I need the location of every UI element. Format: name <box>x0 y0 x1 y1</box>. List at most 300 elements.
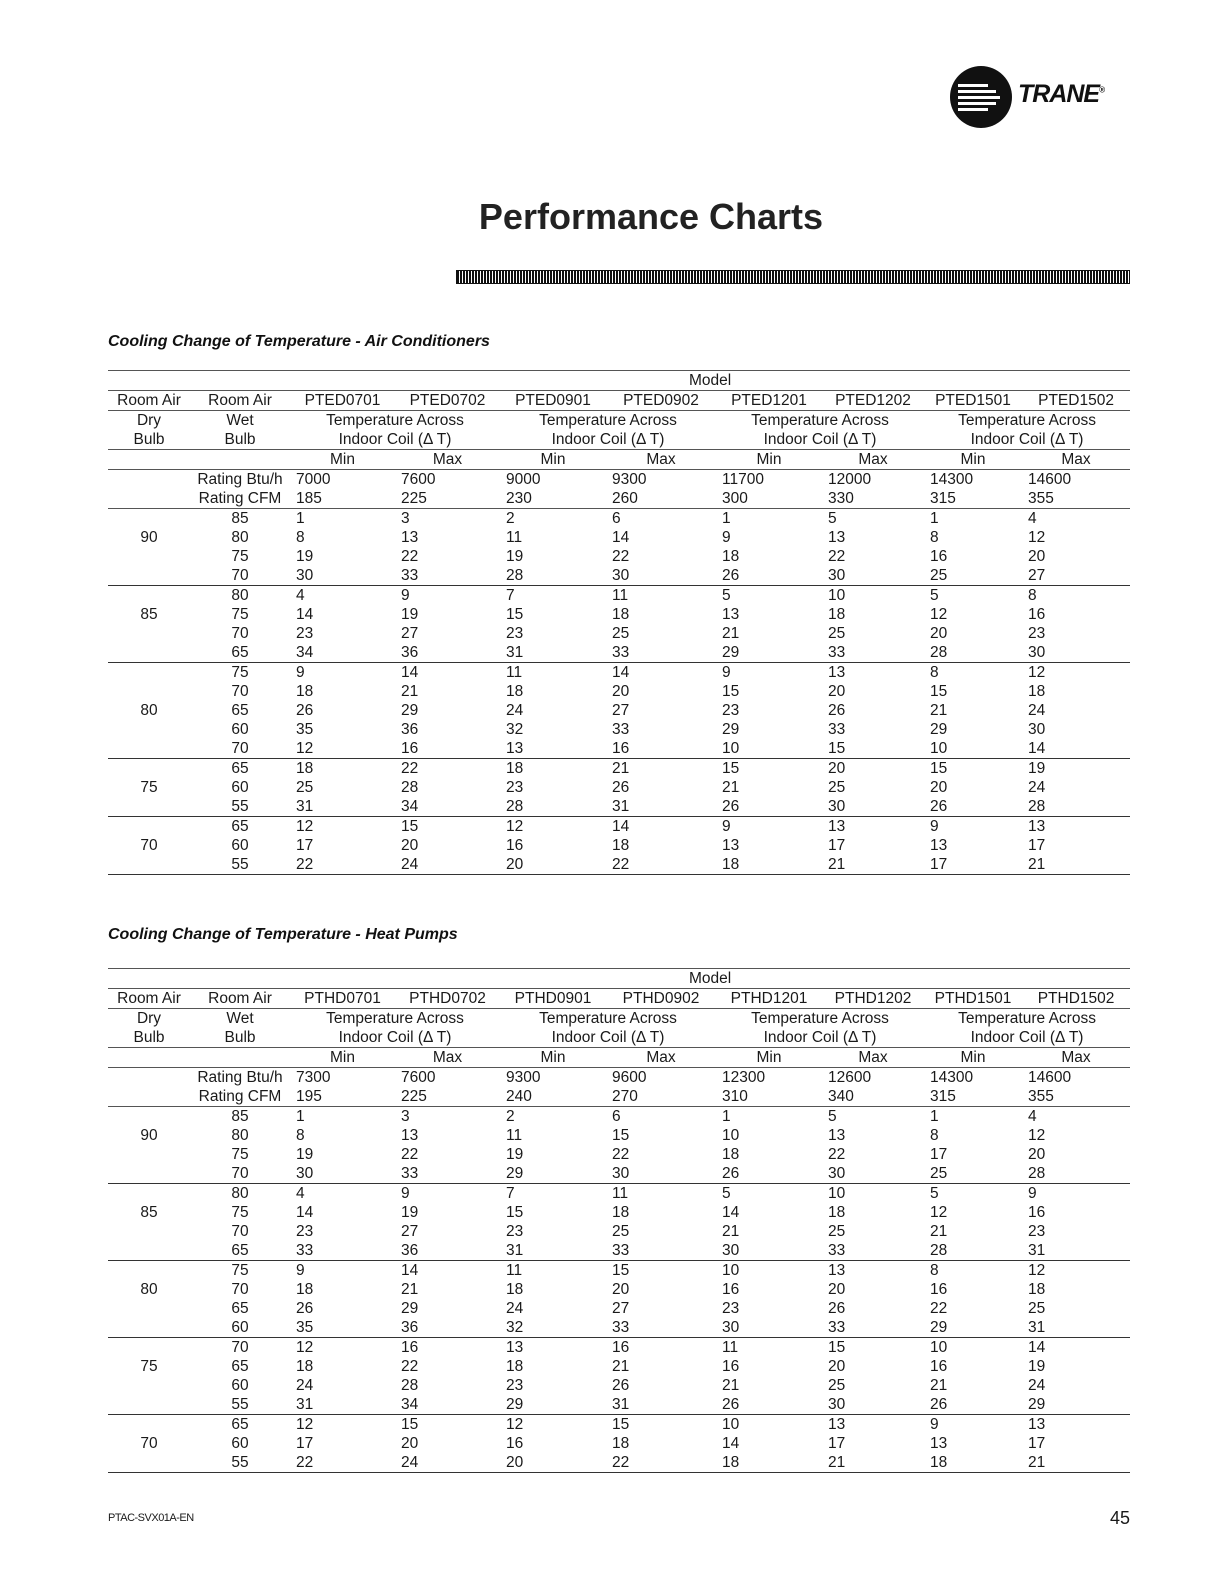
model-header: Model <box>290 371 1130 391</box>
delta-t-value: 18 <box>506 760 524 777</box>
dry-bulb-value: 70 <box>140 1435 158 1452</box>
delta-t-value: 15 <box>828 1339 846 1356</box>
delta-t-value: 28 <box>401 1377 419 1394</box>
max-header: Max <box>1022 1048 1130 1068</box>
delta-t-value: 13 <box>930 1435 948 1452</box>
dry-bulb-value: 70 <box>140 837 158 854</box>
model-code: PTED0902 <box>606 391 716 411</box>
delta-t-value: 10 <box>722 1416 740 1433</box>
delta-t-value: 13 <box>1028 818 1046 835</box>
delta-t-value: 20 <box>828 1358 846 1375</box>
temp-across-header: Temperature Across <box>290 1009 500 1029</box>
delta-t-value: 14 <box>401 1262 419 1279</box>
delta-t-value: 27 <box>1022 566 1130 586</box>
blank-cell <box>108 1184 190 1204</box>
blank-cell <box>108 1241 190 1261</box>
delta-t-value: 28 <box>401 779 419 796</box>
min-header: Min <box>924 450 1022 470</box>
delta-t-value: 13 <box>828 1416 846 1433</box>
delta-t-value: 30 <box>822 1395 924 1415</box>
delta-t-value: 18 <box>828 606 846 623</box>
delta-t-value: 11 <box>506 664 523 681</box>
wet-bulb-value: 70 <box>190 566 290 586</box>
delta-t-value: 16 <box>1028 1204 1046 1221</box>
delta-t-value: 33 <box>828 721 846 738</box>
table-row <box>108 1453 1130 1473</box>
delta-t-value: 30 <box>290 1164 395 1184</box>
delta-t-value: 29 <box>401 702 419 719</box>
delta-t-value: 18 <box>716 1453 822 1473</box>
delta-t-value: 18 <box>506 1281 524 1298</box>
delta-t-value: 26 <box>296 1300 314 1317</box>
rating-cfm-value: 310 <box>716 1087 822 1107</box>
delta-t-value: 31 <box>606 1395 716 1415</box>
delta-t-value: 11 <box>506 1127 523 1144</box>
delta-t-value: 28 <box>924 1241 1022 1261</box>
rating-cfm-value: 340 <box>822 1087 924 1107</box>
delta-t-value: 17 <box>930 1146 948 1163</box>
delta-t-value: 5 <box>930 1185 939 1202</box>
delta-t-value: 22 <box>828 1146 846 1163</box>
temp-across-header: Temperature Across <box>924 411 1130 431</box>
wet-bulb-value: 70 <box>231 625 249 642</box>
bulb-header: Bulb <box>108 430 190 450</box>
delta-t-value: 30 <box>606 1164 716 1184</box>
delta-t-value: 32 <box>500 1318 606 1338</box>
delta-t-value: 12 <box>930 606 948 623</box>
table-row <box>108 739 1130 759</box>
delta-t-value: 12 <box>506 1416 524 1433</box>
delta-t-value: 8 <box>296 529 305 546</box>
blank-cell <box>108 450 290 470</box>
rating-btu-value: 14600 <box>1028 471 1072 488</box>
model-code: PTHD1201 <box>716 989 822 1009</box>
wet-bulb-value: 70 <box>231 1223 249 1240</box>
delta-t-value: 8 <box>930 664 939 681</box>
rating-cfm-value: 315 <box>924 489 1022 509</box>
room-air-header: Room Air <box>108 391 190 411</box>
delta-t-value: 17 <box>828 1435 846 1452</box>
delta-t-value: 31 <box>290 797 395 817</box>
delta-t-value: 15 <box>612 1127 630 1144</box>
delta-t-value: 36 <box>401 721 419 738</box>
delta-t-value: 33 <box>606 1318 716 1338</box>
blank-cell <box>108 624 190 643</box>
delta-t-value: 15 <box>401 1416 419 1433</box>
wet-bulb-value: 65 <box>231 1416 249 1433</box>
delta-t-value: 19 <box>506 548 524 565</box>
delta-t-value: 1 <box>296 1108 305 1125</box>
delta-t-value: 10 <box>722 1262 740 1279</box>
delta-t-value: 30 <box>1028 721 1046 738</box>
blank-cell <box>108 489 190 509</box>
delta-t-value: 31 <box>1022 1318 1130 1338</box>
delta-t-value: 12 <box>1028 1262 1046 1279</box>
delta-t-value: 22 <box>606 855 716 875</box>
blank-cell <box>108 1415 190 1435</box>
delta-t-value: 9 <box>401 587 410 604</box>
wet-bulb-value: 70 <box>231 1281 249 1298</box>
wet-bulb-value: 80 <box>231 1127 249 1144</box>
bulb-header: Bulb <box>190 1028 290 1048</box>
delta-t-value: 2 <box>506 1108 515 1125</box>
delta-t-value: 5 <box>722 1185 731 1202</box>
table-row <box>108 759 1130 779</box>
blank-cell <box>108 566 190 586</box>
table-row <box>108 605 1130 624</box>
model-code: PTHD0901 <box>500 989 606 1009</box>
delta-t-value: 14 <box>612 818 630 835</box>
delta-t-value: 20 <box>401 1435 419 1452</box>
delta-t-value: 25 <box>1028 1300 1046 1317</box>
delta-t-value: 25 <box>612 625 630 642</box>
blank-cell <box>108 720 190 739</box>
delta-t-value: 15 <box>612 1262 630 1279</box>
delta-t-value: 33 <box>290 1241 395 1261</box>
delta-t-value: 9 <box>722 529 731 546</box>
room-air-header: Room Air <box>190 391 290 411</box>
delta-t-value: 5 <box>722 587 731 604</box>
wet-bulb-value: 75 <box>231 606 249 623</box>
delta-t-value: 33 <box>822 643 924 663</box>
delta-t-value: 18 <box>296 1281 314 1298</box>
wet-bulb-value: 70 <box>231 683 249 700</box>
delta-t-value: 20 <box>828 760 846 777</box>
delta-t-value: 12 <box>296 818 314 835</box>
delta-t-value: 21 <box>1022 1453 1130 1473</box>
blank-cell <box>108 547 190 566</box>
delta-t-value: 9 <box>930 818 939 835</box>
delta-t-value: 35 <box>296 721 314 738</box>
indoor-coil-header: Indoor Coil (Δ T) <box>924 1028 1130 1048</box>
blank-cell <box>108 1107 190 1127</box>
delta-t-value: 26 <box>716 1395 822 1415</box>
delta-t-value: 5 <box>930 587 939 604</box>
delta-t-value: 20 <box>1028 548 1046 565</box>
delta-t-value: 9 <box>401 1185 410 1202</box>
delta-t-value: 23 <box>506 1223 524 1240</box>
delta-t-value: 25 <box>612 1223 630 1240</box>
delta-t-value: 18 <box>828 1204 846 1221</box>
delta-t-value: 20 <box>500 855 606 875</box>
rating-cfm-value: 225 <box>395 489 500 509</box>
delta-t-value: 24 <box>506 702 524 719</box>
wet-bulb-value: 65 <box>190 1241 290 1261</box>
table-row <box>108 1280 1130 1299</box>
blank-cell <box>108 1087 190 1107</box>
table-row <box>108 1222 1130 1241</box>
delta-t-value: 16 <box>1028 606 1046 623</box>
table-row <box>108 1126 1130 1145</box>
blank-cell <box>108 643 190 663</box>
rating-cfm-value: 240 <box>500 1087 606 1107</box>
wet-bulb-value: 65 <box>231 1300 249 1317</box>
delta-t-value: 9 <box>722 664 731 681</box>
min-header: Min <box>716 1048 822 1068</box>
doc-id: PTAC-SVX01A-EN <box>108 1512 194 1524</box>
wet-bulb-value: 85 <box>231 510 249 527</box>
delta-t-value: 20 <box>828 1281 846 1298</box>
table-row <box>108 1376 1130 1395</box>
delta-t-value: 18 <box>722 1146 740 1163</box>
section-title-hp: Cooling Change of Temperature - Heat Pumps <box>108 926 458 943</box>
blank-cell <box>108 1376 190 1395</box>
delta-t-value: 15 <box>722 760 740 777</box>
wet-bulb-value: 60 <box>231 1377 249 1394</box>
delta-t-value: 28 <box>1022 1164 1130 1184</box>
delta-t-value: 21 <box>401 1281 419 1298</box>
delta-t-value: 16 <box>606 739 716 759</box>
delta-t-value: 30 <box>822 797 924 817</box>
temp-across-header: Temperature Across <box>716 411 924 431</box>
max-header: Max <box>1022 450 1130 470</box>
delta-t-value: 18 <box>506 1358 524 1375</box>
delta-t-value: 18 <box>296 760 314 777</box>
delta-t-value: 19 <box>1028 760 1046 777</box>
wet-bulb-value: 55 <box>190 1395 290 1415</box>
table-row <box>108 1318 1130 1338</box>
delta-t-value: 24 <box>1028 1377 1046 1394</box>
delta-t-value: 29 <box>716 643 822 663</box>
dry-header: Dry <box>108 411 190 431</box>
delta-t-value: 16 <box>930 1281 948 1298</box>
delta-t-value: 13 <box>506 1339 524 1356</box>
temp-across-header: Temperature Across <box>500 1009 716 1029</box>
wet-bulb-value: 60 <box>231 721 249 738</box>
delta-t-value: 17 <box>828 837 846 854</box>
delta-t-value: 8 <box>296 1127 305 1144</box>
delta-t-value: 12 <box>930 1204 948 1221</box>
delta-t-value: 5 <box>828 510 837 527</box>
delta-t-value: 26 <box>612 779 630 796</box>
delta-t-value: 13 <box>930 837 948 854</box>
delta-t-value: 20 <box>930 625 948 642</box>
max-header: Max <box>606 1048 716 1068</box>
delta-t-value: 29 <box>401 1300 419 1317</box>
delta-t-value: 20 <box>612 683 630 700</box>
blank-cell <box>108 1299 190 1318</box>
delta-t-value: 9 <box>1028 1185 1037 1202</box>
blank-cell <box>108 1453 190 1473</box>
rating-btu-value: 12300 <box>722 1069 766 1086</box>
blank-cell <box>108 1145 190 1164</box>
delta-t-value: 21 <box>612 1358 630 1375</box>
rating-cfm-value: 260 <box>606 489 716 509</box>
delta-t-value: 18 <box>296 1358 314 1375</box>
delta-t-value: 20 <box>930 779 948 796</box>
rating-btu-label: Rating Btu/h <box>197 1069 283 1086</box>
delta-t-value: 14 <box>296 606 314 623</box>
rating-cfm-value: 230 <box>500 489 606 509</box>
delta-t-value: 8 <box>1028 587 1037 604</box>
delta-t-value: 13 <box>722 606 740 623</box>
wet-bulb-value: 65 <box>231 760 249 777</box>
delta-t-value: 24 <box>296 1377 314 1394</box>
dry-bulb-value: 75 <box>140 779 158 796</box>
delta-t-value: 16 <box>506 1435 524 1452</box>
delta-t-value: 18 <box>506 683 524 700</box>
rating-cfm-value: 355 <box>1022 1087 1130 1107</box>
delta-t-value: 27 <box>612 1300 630 1317</box>
delta-t-value: 31 <box>500 643 606 663</box>
delta-t-value: 14 <box>401 664 419 681</box>
blank-cell <box>108 470 190 490</box>
delta-t-value: 22 <box>401 548 419 565</box>
delta-t-value: 10 <box>716 739 822 759</box>
delta-t-value: 23 <box>722 702 740 719</box>
delta-t-value: 23 <box>506 1377 524 1394</box>
rating-btu-value: 11700 <box>722 471 764 488</box>
wet-bulb-value: 80 <box>231 529 249 546</box>
blank-cell <box>108 1395 190 1415</box>
delta-t-value: 22 <box>828 548 846 565</box>
delta-t-value: 6 <box>612 1108 621 1125</box>
rating-btu-value: 9300 <box>506 1069 541 1086</box>
delta-t-value: 9 <box>722 818 731 835</box>
min-header: Min <box>290 450 395 470</box>
delta-t-value: 23 <box>1028 625 1046 642</box>
delta-t-value: 16 <box>506 837 524 854</box>
wet-bulb-value: 55 <box>190 855 290 875</box>
delta-t-value: 12 <box>1028 664 1046 681</box>
temp-across-header: Temperature Across <box>290 411 500 431</box>
delta-t-value: 11 <box>722 1339 739 1356</box>
table-row <box>108 663 1130 683</box>
brand-name: TRANE® <box>1018 80 1105 108</box>
indoor-coil-header: Indoor Coil (Δ T) <box>716 430 924 450</box>
delta-t-value: 14 <box>722 1204 740 1221</box>
delta-t-value: 22 <box>290 855 395 875</box>
table-row <box>108 566 1130 586</box>
delta-t-value: 4 <box>1028 510 1037 527</box>
delta-t-value: 28 <box>500 797 606 817</box>
model-code: PTED1502 <box>1022 391 1130 411</box>
delta-t-value: 15 <box>506 606 524 623</box>
delta-t-value: 12 <box>290 739 395 759</box>
delta-t-value: 14 <box>1022 739 1130 759</box>
wet-bulb-value: 75 <box>231 1204 249 1221</box>
delta-t-value: 22 <box>401 1146 419 1163</box>
delta-t-value: 33 <box>822 1241 924 1261</box>
delta-t-value: 20 <box>401 837 419 854</box>
rating-btu-value: 7300 <box>296 1069 331 1086</box>
delta-t-value: 33 <box>612 721 630 738</box>
rating-cfm-value: 355 <box>1022 489 1130 509</box>
delta-t-value: 18 <box>612 606 630 623</box>
delta-t-value: 30 <box>822 566 924 586</box>
wet-bulb-value: 65 <box>231 702 249 719</box>
delta-t-value: 12 <box>296 1416 314 1433</box>
delta-t-value: 35 <box>290 1318 395 1338</box>
delta-t-value: 26 <box>296 702 314 719</box>
delta-t-value: 33 <box>395 566 500 586</box>
wet-bulb-value: 70 <box>190 739 290 759</box>
model-code: PTHD1502 <box>1022 989 1130 1009</box>
temp-across-header: Temperature Across <box>500 411 716 431</box>
table-row <box>108 720 1130 739</box>
dry-bulb-value: 80 <box>140 1281 158 1298</box>
dry-bulb-value: 90 <box>140 529 158 546</box>
delta-t-value: 6 <box>612 510 621 527</box>
delta-t-value: 28 <box>500 566 606 586</box>
delta-t-value: 25 <box>828 779 846 796</box>
delta-t-value: 23 <box>296 625 314 642</box>
blank-cell <box>108 371 290 391</box>
max-header: Max <box>395 1048 500 1068</box>
delta-t-value: 30 <box>606 566 716 586</box>
dry-bulb-value: 85 <box>140 606 158 623</box>
delta-t-value: 33 <box>395 1164 500 1184</box>
wet-bulb-value: 60 <box>231 779 249 796</box>
model-code: PTED0702 <box>395 391 500 411</box>
delta-t-value: 9 <box>930 1416 939 1433</box>
delta-t-value: 18 <box>722 548 740 565</box>
wet-bulb-value: 80 <box>231 587 249 604</box>
delta-t-value: 29 <box>500 1164 606 1184</box>
rating-cfm-value: 315 <box>924 1087 1022 1107</box>
table-row <box>108 797 1130 817</box>
bulb-header: Bulb <box>190 430 290 450</box>
wet-bulb-value: 60 <box>190 1318 290 1338</box>
delta-t-value: 1 <box>296 510 305 527</box>
delta-t-value: 16 <box>401 1339 419 1356</box>
delta-t-value: 22 <box>612 1146 630 1163</box>
delta-t-value: 19 <box>1028 1358 1046 1375</box>
rating-btu-value: 12600 <box>828 1069 872 1086</box>
table-row <box>108 778 1130 797</box>
rating-btu-label: Rating Btu/h <box>197 471 283 488</box>
delta-t-value: 17 <box>1028 837 1046 854</box>
delta-t-value: 20 <box>612 1281 630 1298</box>
model-code: PTHD0702 <box>395 989 500 1009</box>
delta-t-value: 10 <box>828 1185 846 1202</box>
delta-t-value: 18 <box>924 1453 1022 1473</box>
table-row <box>108 1203 1130 1222</box>
table-row <box>108 1299 1130 1318</box>
delta-t-value: 26 <box>828 1300 846 1317</box>
delta-t-value: 28 <box>924 643 1022 663</box>
table-row <box>108 1145 1130 1164</box>
delta-t-value: 13 <box>828 529 846 546</box>
delta-t-value: 10 <box>828 587 846 604</box>
delta-t-value: 26 <box>612 1377 630 1394</box>
delta-t-value: 30 <box>822 1164 924 1184</box>
blank-cell <box>108 1222 190 1241</box>
indoor-coil-header: Indoor Coil (Δ T) <box>924 430 1130 450</box>
delta-t-value: 12 <box>296 1339 314 1356</box>
delta-t-value: 5 <box>828 1108 837 1125</box>
delta-t-value: 19 <box>506 1146 524 1163</box>
dry-bulb-value: 90 <box>140 1127 158 1144</box>
delta-t-value: 21 <box>930 702 948 719</box>
delta-t-value: 26 <box>924 1395 1022 1415</box>
delta-t-value: 34 <box>395 1395 500 1415</box>
delta-t-value: 25 <box>828 625 846 642</box>
ac-performance-table <box>108 370 1130 875</box>
delta-t-value: 33 <box>822 1318 924 1338</box>
delta-t-value: 36 <box>395 1241 500 1261</box>
room-air-header: Room Air <box>190 989 290 1009</box>
table-row <box>108 643 1130 663</box>
delta-t-value: 16 <box>722 1358 740 1375</box>
dry-bulb-value: 85 <box>140 1204 158 1221</box>
delta-t-value: 2 <box>506 510 515 527</box>
delta-t-value: 17 <box>296 1435 314 1452</box>
delta-t-value: 34 <box>395 797 500 817</box>
max-header: Max <box>395 450 500 470</box>
rating-cfm-label: Rating CFM <box>190 489 290 509</box>
model-code: PTED1202 <box>822 391 924 411</box>
